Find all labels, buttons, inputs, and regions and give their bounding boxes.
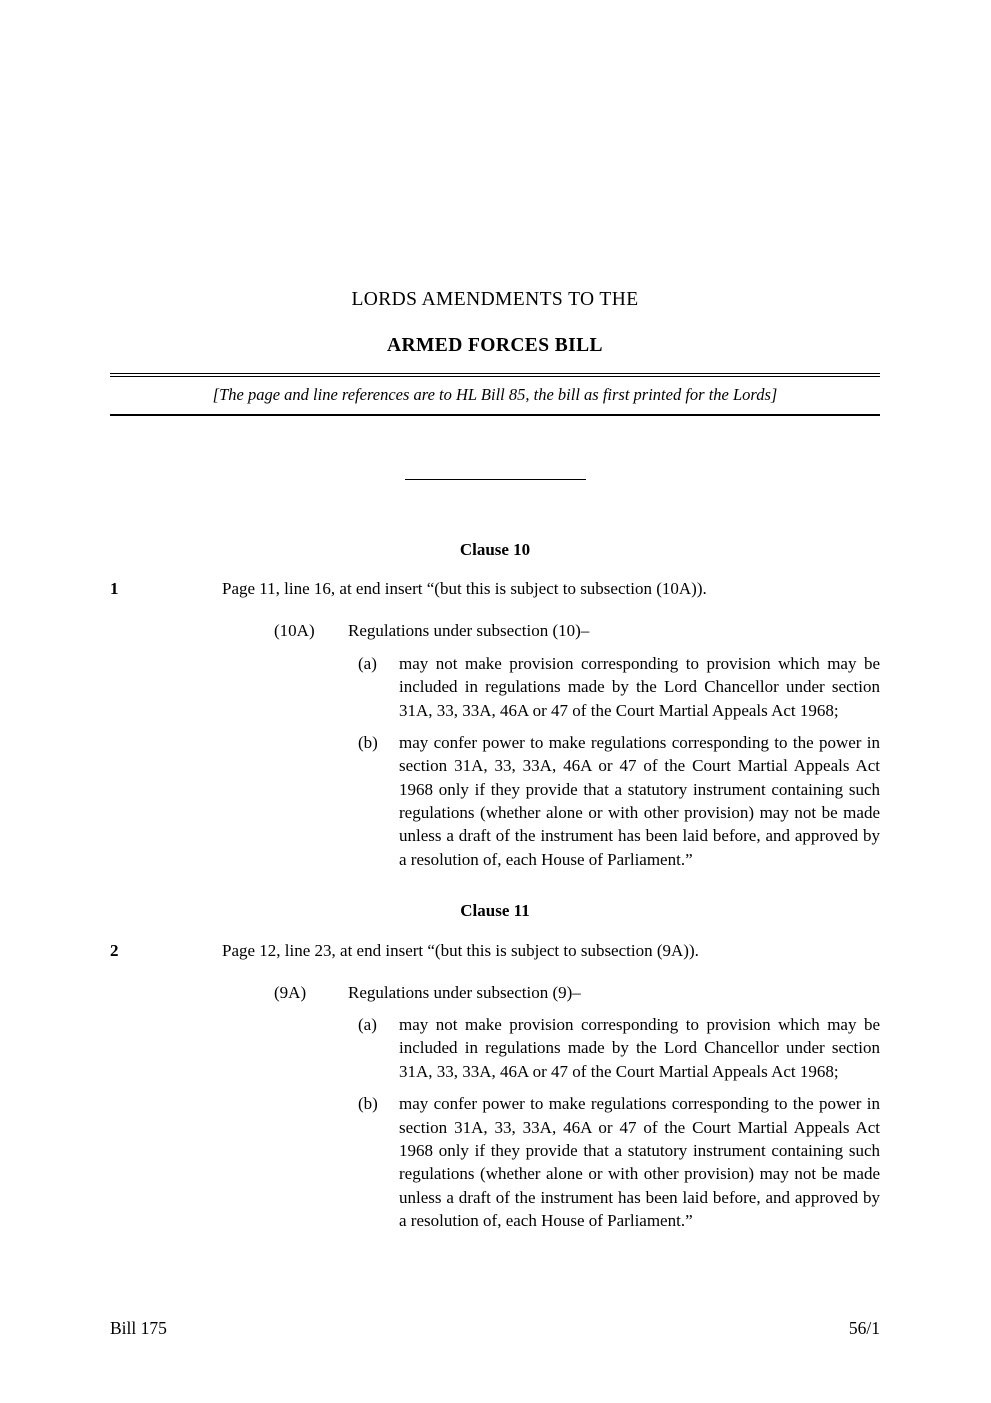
subsection-text: Regulations under subsection (9)– [348, 982, 581, 1002]
lettered-paragraph [358, 731, 880, 871]
lettered-paragraph [358, 652, 880, 722]
lettered-paragraph [358, 1013, 880, 1083]
subsection-label: (10A) [274, 621, 315, 641]
paragraph-text: may not make provision corresponding to provision which may be included in regulations made by the Lord Chancellor under section 31A, 33, 33A, 46A or 47 of the Court Martial Appeals Act 1968; [399, 653, 880, 720]
reference-note-band [110, 373, 880, 416]
section-divider-rule [405, 479, 586, 480]
lettered-paragraph [358, 1092, 880, 1232]
subsection-text: Regulations under subsection (10)– [348, 621, 590, 641]
clause-block [110, 540, 880, 871]
amendment-row [110, 578, 880, 602]
subsection-row [274, 981, 880, 1004]
document-title-block [110, 288, 880, 359]
amendment-number: 1 [110, 579, 119, 599]
document-title-line-2: ARMED FORCES BILL [387, 335, 603, 357]
footer-page-reference: 56/1 [848, 1318, 880, 1338]
paragraph-label: (a) [358, 653, 377, 673]
rule-thick-bottom [110, 414, 880, 416]
subsection-label: (9A) [274, 982, 307, 1002]
clause-heading: Clause 11 [460, 901, 530, 921]
clause-heading: Clause 10 [459, 540, 531, 559]
paragraph-label: (b) [358, 1094, 378, 1114]
amendment-number: 2 [110, 940, 119, 960]
clause-block [110, 901, 880, 1232]
amendment-text: Page 11, line 16, at end insert “(but this is subject to subsection (10A)). [222, 579, 707, 599]
paragraph-label: (a) [358, 1015, 377, 1035]
page-footer [110, 1318, 880, 1339]
paragraph-text: may confer power to make regulations corresponding to the power in section 31A, 33, 33A, 46A or 47 of the Court Martial Appeals Act 1968 only if they provide that a statutory instrument containing such regulations (whether alone or with other provision) may not be made unless a draft of the instrument has been laid before, and approved by a resolution of, each House of Parliament.” [399, 732, 880, 869]
footer-bill-number: Bill 175 [110, 1318, 167, 1338]
paragraph-text: may confer power to make regulations corresponding to the power in section 31A, 33, 33A, 46A or 47 of the Court Martial Appeals Act 1968 only if they provide that a statutory instrument containing such regulations (whether alone or with other provision) may not be made unless a draft of the instrument has been laid before, and approved by a resolution of, each House of Parliament.” [399, 1094, 880, 1231]
document-title-line-1: LORDS AMENDMENTS TO THE [351, 289, 639, 310]
paragraph-text: may not make provision corresponding to provision which may be included in regulations made by the Lord Chancellor under section 31A, 33, 33A, 46A or 47 of the Court Martial Appeals Act 1968; [399, 1015, 880, 1081]
amendments-body [110, 540, 880, 1232]
subsection-row [274, 619, 880, 642]
reference-note-text: [The page and line references are to HL Bill 85, the bill as first printed for the Lords] [212, 385, 778, 405]
amendment-text: Page 12, line 23, at end insert “(but this is subject to subsection (9A)). [222, 940, 699, 960]
paragraph-label: (b) [358, 732, 378, 752]
amendment-row [110, 940, 880, 964]
